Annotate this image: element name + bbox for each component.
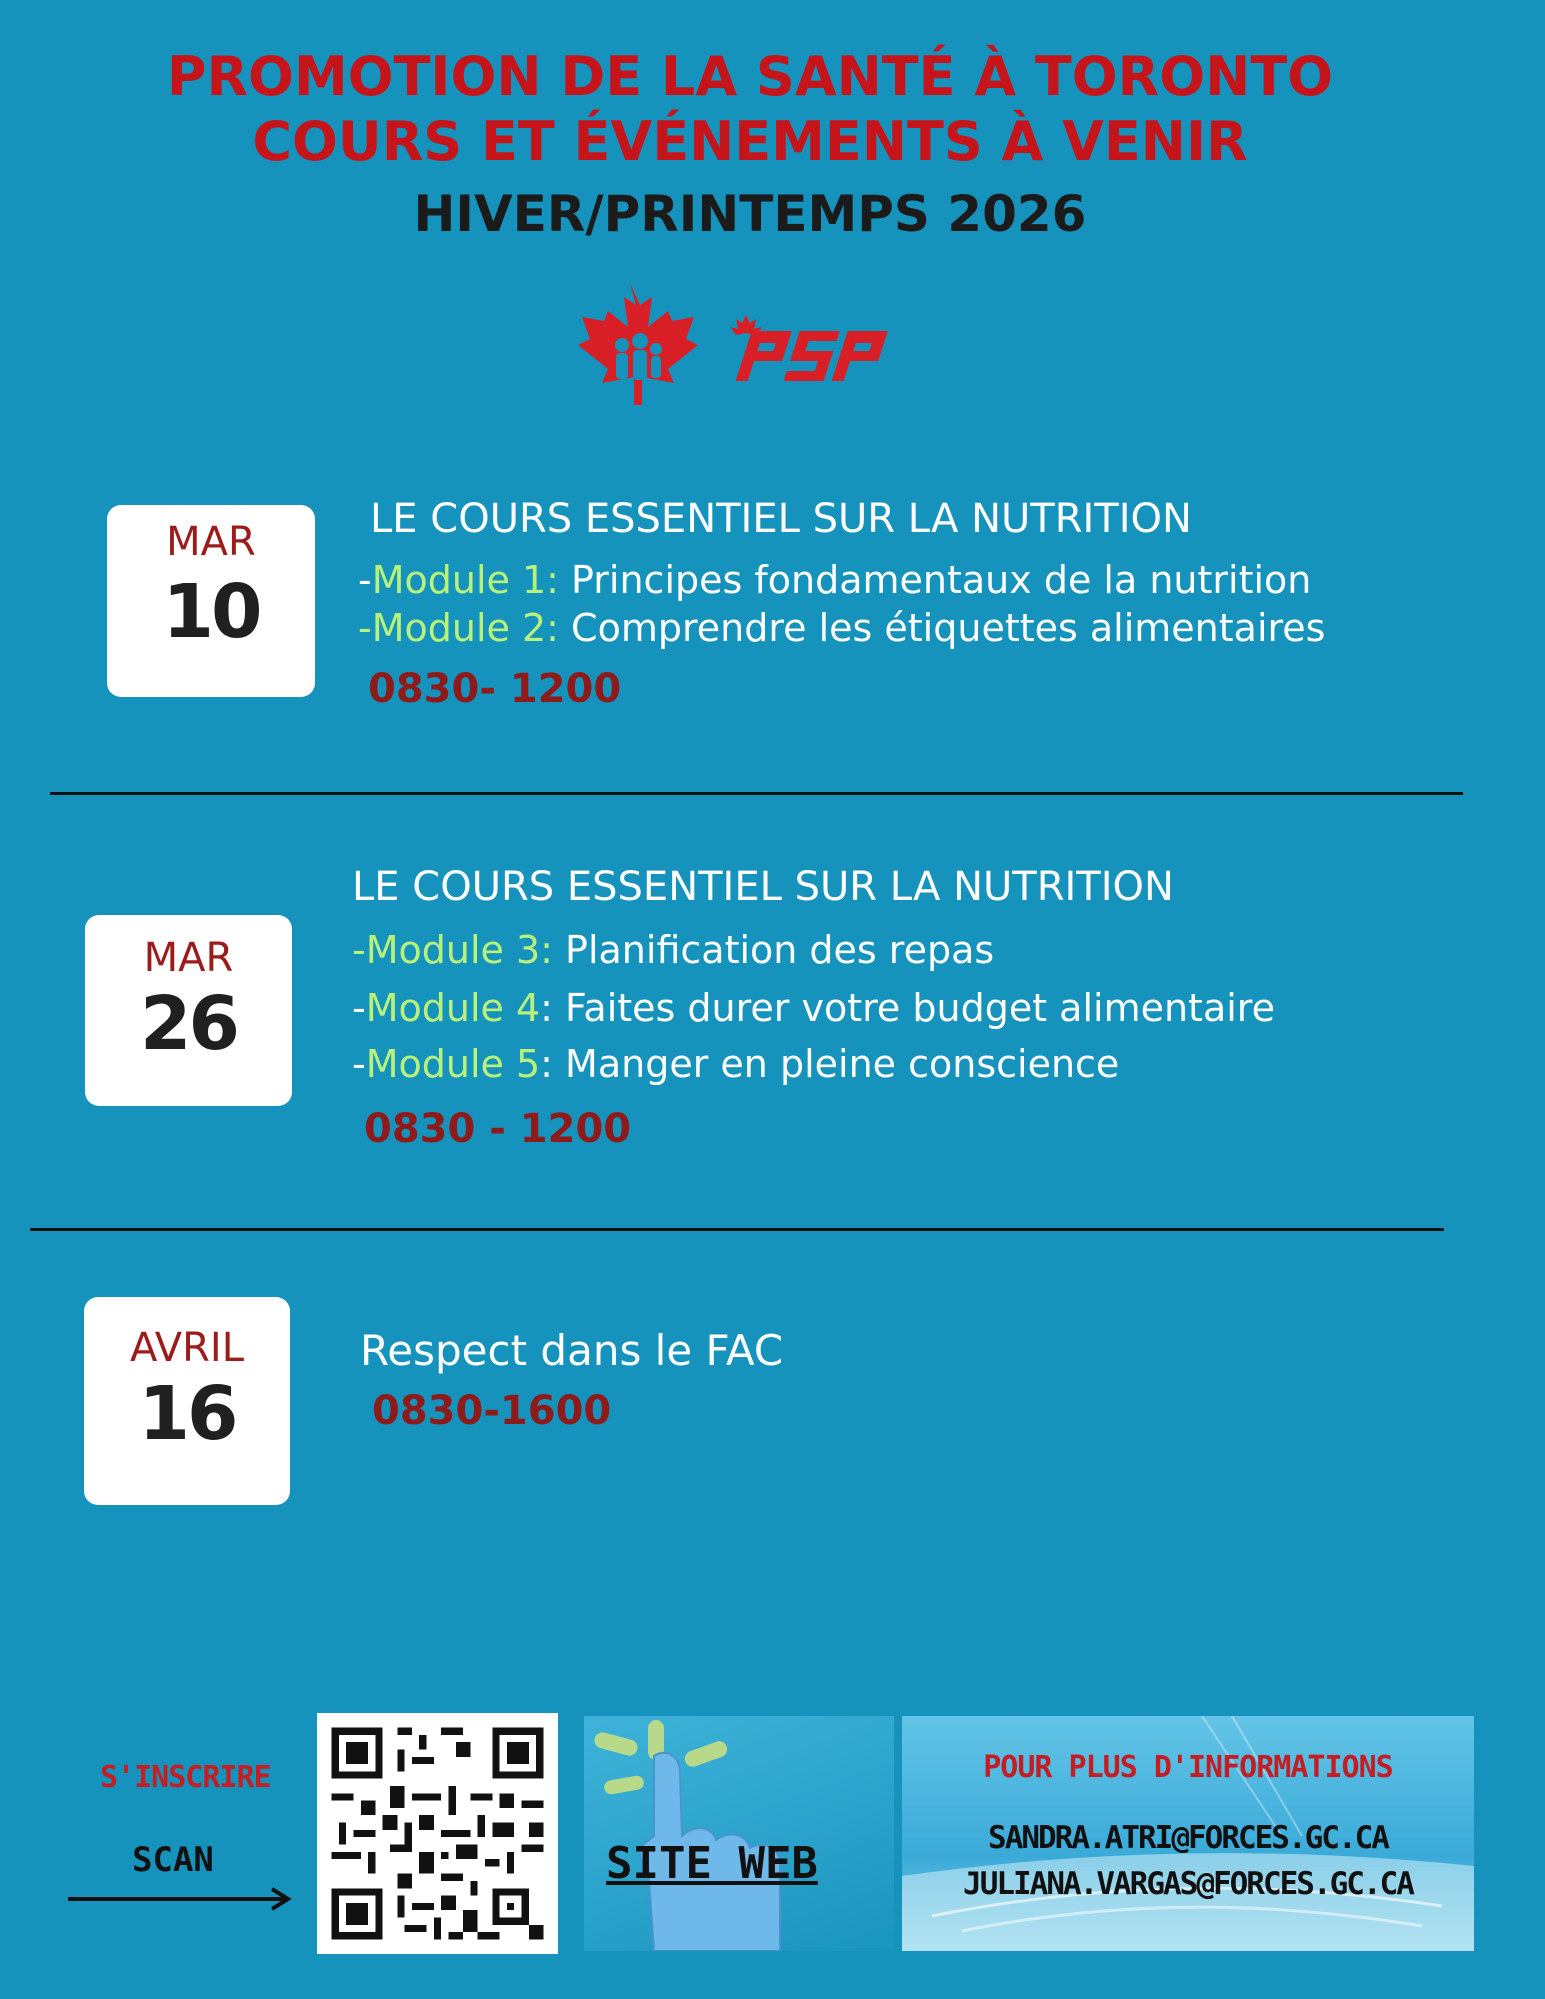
info-title: POUR PLUS D'INFORMATIONS bbox=[983, 1750, 1393, 1785]
event-1-module-2: -Module 2: Comprendre les étiquettes alimentaires bbox=[358, 606, 1326, 650]
contact-info-box bbox=[902, 1716, 1474, 1951]
contact-email-1[interactable]: SANDRA.ATRI@FORCES.GC.CA bbox=[988, 1820, 1388, 1856]
date-month: MAR bbox=[166, 519, 256, 565]
arrow-right-icon bbox=[66, 1886, 296, 1912]
date-day: 10 bbox=[162, 569, 260, 655]
date-card-event-2 bbox=[85, 915, 292, 1106]
header-season: HIVER/PRINTEMPS 2026 bbox=[413, 185, 1087, 243]
date-day: 26 bbox=[140, 981, 237, 1067]
date-card-event-3 bbox=[84, 1297, 290, 1505]
register-label: S'INSCRIRE bbox=[100, 1760, 271, 1795]
event-2-module-3: -Module 3: Planification des repas bbox=[352, 928, 995, 972]
event-1-module-1: -Module 1: Principes fondamentaux de la nutrition bbox=[358, 558, 1312, 602]
event-3-time: 0830-1600 bbox=[372, 1388, 612, 1434]
date-day: 16 bbox=[138, 1371, 236, 1457]
website-label[interactable]: SITE WEB bbox=[606, 1838, 818, 1889]
registration-qr-code[interactable] bbox=[317, 1713, 558, 1954]
website-link[interactable] bbox=[584, 1716, 894, 1951]
maple-leaf-family-icon bbox=[560, 275, 920, 415]
logo-row bbox=[560, 275, 920, 415]
pointing-hand-icon bbox=[584, 1716, 894, 1951]
event-2-module-4: -Module 4: Faites durer votre budget alimentaire bbox=[352, 986, 1275, 1030]
contact-email-2[interactable]: JULIANA.VARGAS@FORCES.GC.CA bbox=[963, 1866, 1413, 1902]
divider-2 bbox=[30, 1228, 1444, 1231]
event-2-title: LE COURS ESSENTIEL SUR LA NUTRITION bbox=[352, 864, 1174, 910]
date-card-event-1 bbox=[107, 505, 315, 697]
scan-label: SCAN bbox=[132, 1840, 214, 1880]
header-title-line2: COURS ET ÉVÉNEMENTS À VENIR bbox=[252, 110, 1248, 173]
event-3-title: Respect dans le FAC bbox=[360, 1326, 784, 1375]
date-month: AVRIL bbox=[129, 1325, 245, 1371]
event-2-time: 0830 - 1200 bbox=[364, 1106, 632, 1152]
divider-1 bbox=[50, 792, 1463, 795]
event-2-module-5: -Module 5: Manger en pleine conscience bbox=[352, 1042, 1120, 1086]
date-month: MAR bbox=[143, 935, 234, 981]
header-title-line1: PROMOTION DE LA SANTÉ À TORONTO bbox=[166, 45, 1334, 108]
event-1-time: 0830- 1200 bbox=[368, 666, 622, 712]
event-1-title: LE COURS ESSENTIEL SUR LA NUTRITION bbox=[370, 496, 1192, 542]
